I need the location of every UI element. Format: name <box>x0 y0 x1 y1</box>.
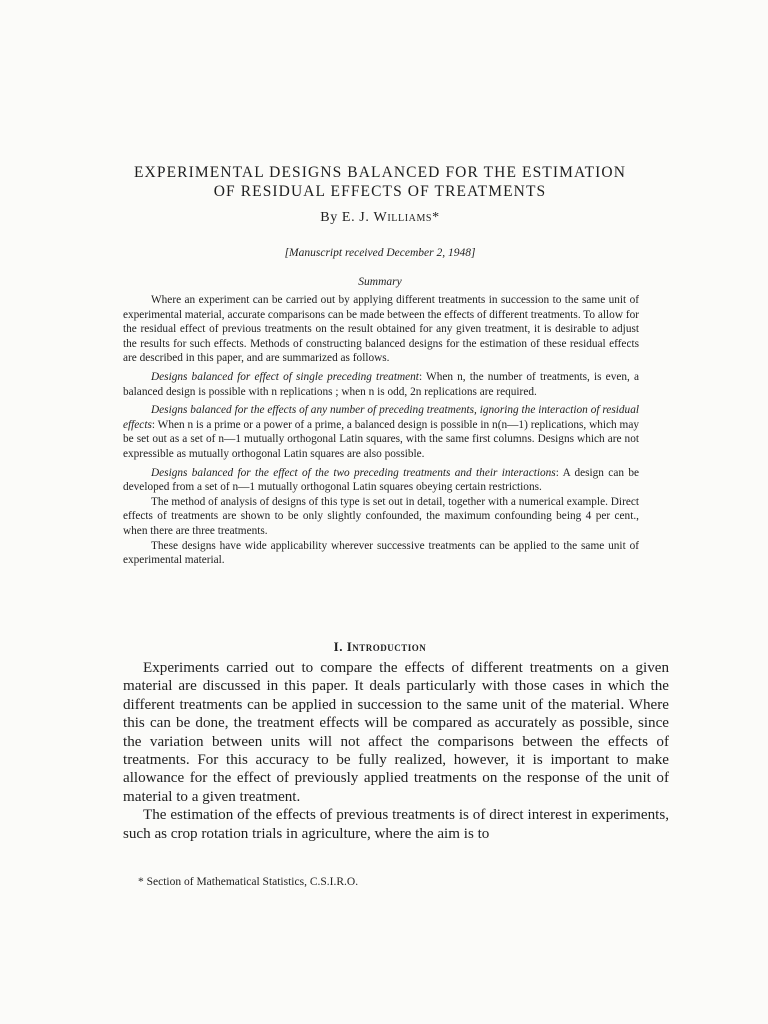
footnote: * Section of Mathematical Statistics, C.S.I.R.O. <box>138 876 359 888</box>
summary-p3-italic: Designs balanced for the effects of any number of preceding treatments, ignoring the interaction of residual effects <box>123 404 639 431</box>
summary-p4-text: : A design can be developed from a set of n—1 mutually orthogonal Latin squares obeying certain restrictions. <box>123 466 640 494</box>
summary-paragraph-4 <box>123 466 639 495</box>
section-heading <box>60 639 700 655</box>
summary-block <box>123 293 639 568</box>
summary-paragraph-6: These designs have wide applicability wherever successive treatments can be applied to the same unit of experimental material. <box>123 539 639 567</box>
author-line <box>60 210 700 226</box>
summary-paragraph-5: The method of analysis of designs of this type is set out in detail, together with a numerical example. Direct effects of treatments are shown to be only slightly confounded, the maximum confounding being 4 per cent., when there are three treatments. <box>123 495 639 537</box>
summary-paragraph-2 <box>123 370 639 399</box>
summary-heading: Summary <box>358 276 402 288</box>
manuscript-received <box>60 247 700 259</box>
title-line-2: OF RESIDUAL EFFECTS OF TREATMENTS <box>213 183 547 200</box>
summary-p2-text: : When n, the number of treatments, is even, a balanced design is possible with n replications ; when n is odd, 2n replications are required. <box>123 370 640 398</box>
summary-p3-text: : When n is a prime or a power of a prime, a balanced design is possible in n(n—1) replications, which may be set out as a set of n—1 mutually orthogonal Latin squares, with the same first columns. Designs which are not expressible as mutually orthogonal Latin squares are also possible. <box>123 418 639 460</box>
summary-p2-italic: Designs balanced for effect of single preceding treatment <box>151 370 419 383</box>
section-number: I. <box>333 639 347 654</box>
body-text <box>123 659 669 843</box>
section-title: Introduction <box>346 639 427 654</box>
summary-paragraph-1: Where an experiment can be carried out by applying different treatments in succession to the same unit of experimental material, accurate comparisons can be made between the effects of different treatments. To allow for the residual effect of previous treatments on the result obtained for any given treatment, it is desirable to adjust the results for such effects. Methods of constructing balanced designs for the estimation of these residual effects are described in this paper, and are summarized as follows. <box>123 294 639 365</box>
body-paragraph-2: The estimation of the effects of previous treatments is of direct interest in experiments, such as crop rotation trials in agriculture, where the aim is to <box>123 807 669 842</box>
author-name: Williams* <box>373 210 440 225</box>
received-text: [Manuscript received December 2, 1948] <box>284 247 476 259</box>
author-by: By E. J. <box>320 210 374 225</box>
paper-title <box>60 163 700 201</box>
body-paragraph-1: Experiments carried out to compare the effects of different treatments on a given material are discussed in this paper. It deals particularly with those cases in which the different treatments can be applied in succession to the same unit of the material. Where this can be done, the treatment effects will be compared as accurately as possible, since the variation between units will not affect the comparisons between the effects of treatments. For this accuracy to be fully realized, however, it is important to make allowance for the effect of previously applied treatments on the response of the unit of material to a given treatment. <box>123 660 669 805</box>
summary-paragraph-3 <box>123 403 639 461</box>
title-line-1: EXPERIMENTAL DESIGNS BALANCED FOR THE ESTIMATION <box>133 164 626 181</box>
summary-p4-italic: Designs balanced for the effect of the two preceding treatments and their interactions <box>151 466 556 479</box>
